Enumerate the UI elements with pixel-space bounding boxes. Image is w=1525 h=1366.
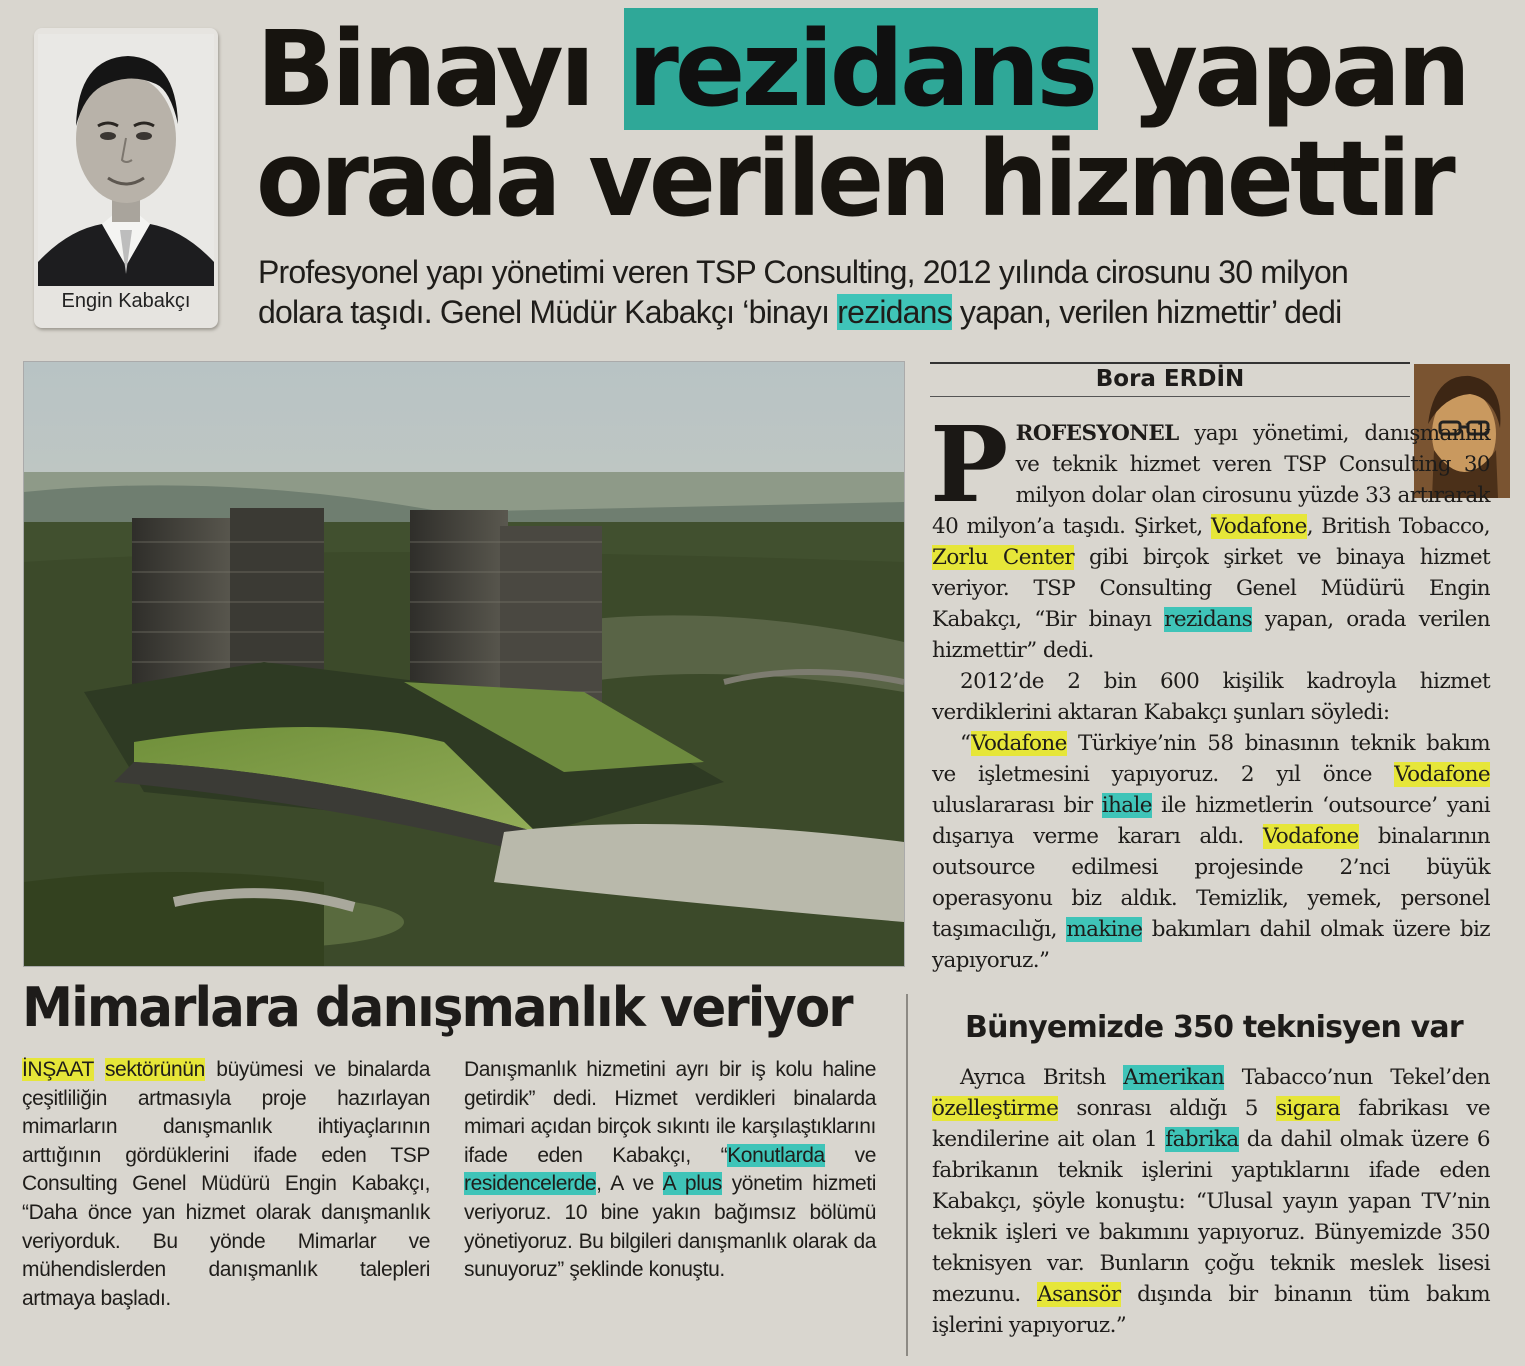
paragraph-text: dışında bir binanın tüm bakım işlerini yapıyoruz.” — [932, 1282, 1490, 1338]
building-rendering-image — [24, 362, 904, 966]
subsection-title: Bünyemizde 350 teknisyen var — [965, 1010, 1463, 1045]
subheadline-line-1: Profesyonel yapı yönetimi veren TSP Consulting, 2012 yılında cirosunu 30 milyon — [258, 254, 1349, 290]
portrait-image — [38, 34, 214, 286]
article-paragraph — [932, 728, 1490, 976]
highlight-term: Asansör — [1037, 1282, 1121, 1307]
highlight-term: residencelerde — [464, 1172, 597, 1196]
subheadline — [258, 252, 1518, 332]
highlight-term: sektörünün — [104, 1058, 205, 1081]
dropcap: P — [930, 403, 1008, 526]
highlight-term: Konutlarda — [727, 1143, 825, 1167]
highlight-term: Zorlu Center — [932, 545, 1074, 570]
headline-word: Binayı — [256, 8, 592, 130]
paragraph-text: Tabacco’nun Tekel’den — [1224, 1065, 1490, 1090]
author-photo — [34, 28, 218, 328]
article-paragraph: 2012’de 2 bin 600 kişilik kadroyla hizmet verdiklerini aktaran Kabakçı şunları söyledi: — [932, 669, 1490, 725]
highlight-term: ihale — [1101, 793, 1152, 818]
paragraph-text: binalarının outsource edilmesi projesinde 2’nci büyük operasyonu biz aldık. Temizlik, yemek, personel taşımacılığı, — [932, 824, 1491, 942]
headline-line-2: orada verilen hizmettir — [256, 118, 1452, 240]
paragraph-text — [94, 1058, 105, 1081]
subheadline-text: dolara taşıdı. Genel Müdür Kabakçı ‘binayı — [258, 294, 838, 330]
highlight-term: rezidans — [1164, 607, 1253, 632]
paragraph-text: ile hizmetlerin ‘outsource’ yani dışarıya verme kararı aldı. — [932, 793, 1490, 849]
highlight-term: fabrika — [1165, 1127, 1239, 1152]
paragraph-text: , British Tobacco, — [1306, 514, 1490, 539]
paragraph-text: Danışmanlık hizmetini ayrı bir iş kolu haline getirdik” dedi. Hizmet verdikleri binalarda mimari açıdan birçok sıkıntı ile karşılaştıklarını ifade eden Kabakçı, “ — [464, 1058, 876, 1167]
lower-column-1 — [22, 1056, 430, 1313]
lower-column-2 — [464, 1056, 876, 1285]
main-article — [930, 403, 1491, 976]
paragraph-text: uluslararası bir — [932, 793, 1102, 818]
highlight-term: Vodafone — [971, 731, 1067, 756]
byline: Bora ERDİN — [1095, 366, 1245, 392]
author-name-caption: Engin Kabakçı — [61, 290, 191, 312]
highlight-term: sigara — [1275, 1096, 1340, 1121]
lead-word: ROFESYONEL — [1015, 421, 1179, 446]
article-paragraph — [932, 1062, 1490, 1341]
highlight-term: Vodafone — [1210, 514, 1307, 539]
highlight-term: İNŞAAT — [22, 1058, 94, 1081]
highlight-term: Vodafone — [1262, 824, 1359, 849]
section-title: Mimarlara danışmanlık veriyor — [22, 976, 852, 1039]
paragraph-text: yapan, orada verilen hizmettir” dedi. — [932, 607, 1490, 663]
highlight-term: Amerikan — [1123, 1065, 1225, 1090]
paragraph-text: da dahil olmak üzere 6 fabrikanın teknik işlerini yaptıklarını ifade eden Kabakçı, şöyle konuştu: “Ulusal yayın yapan TV’nin teknik işleri ve bakımını yapıyoruz. Bünyemizde 350 teknisyen var. Bunların çoğu teknik meslek lisesi mezunu. — [932, 1127, 1490, 1307]
subheadline-highlight: rezidans — [837, 294, 952, 330]
highlight-term: Vodafone — [1394, 762, 1490, 787]
headline-word: yapan — [1130, 8, 1468, 130]
paragraph-text: yönetim hizmeti veriyoruz. 10 bine yakın bağımsız bölümü yönetiyoruz. Bu bilgileri danışmanlık olarak da sunuyoruz” şeklinde konuştu. — [464, 1172, 876, 1282]
paragraph-text: “ — [960, 731, 971, 756]
paragraph-text: Ayrıca Britsh — [960, 1065, 1124, 1090]
paragraph-text: bakımları dahil olmak üzere biz yapıyoruz.” — [932, 917, 1490, 973]
highlight-term: makine — [1066, 917, 1143, 942]
paragraph-text: gibi birçok şirket ve binaya hizmet veriyor. TSP Consulting Genel Müdürü Engin Kabakçı, “Bir binayı — [932, 545, 1490, 632]
paragraph-text: , A ve — [596, 1172, 663, 1196]
column-divider — [906, 994, 908, 1356]
paragraph-text: sonrası aldığı 5 — [1058, 1096, 1276, 1121]
subheadline-text: yapan, verilen hizmettir’ dedi — [951, 294, 1342, 330]
paragraph-text: Türkiye’nin 58 binasının teknik bakım ve işletmesini yapıyoruz. 2 yıl önce — [932, 731, 1490, 787]
paragraph-text: yapı yönetimi, danışmanlık ve teknik hizmet veren TSP Consulting 30 milyon dolar olan cirosunu yüzde 33 artırarak 40 milyon’a taşıdı. Şirket, — [932, 421, 1490, 539]
paragraph-text: büyümesi ve binalarda çeşitliliğin artmasıyla proje hazırlayan mimarların danışmanlık ihtiyaçlarının arttığının gördüklerini ifade eden TSP Consulting Genel Müdürü Engin Kabakçı, “Daha önce yan hizmet olarak danışmanlık veriyorduk. Bu yönde Mimarlar ve mühendislerden danışmanlık talepleri artmaya başladı. — [22, 1058, 430, 1310]
article-paragraph — [930, 403, 1490, 666]
paragraph-text: ve — [824, 1143, 876, 1167]
highlight-term: A plus — [662, 1172, 722, 1196]
building-rendering-photo — [24, 362, 904, 966]
headline-highlight: rezidans — [624, 8, 1099, 130]
highlight-term: özelleştirme — [932, 1096, 1059, 1121]
subsection-article — [932, 1062, 1490, 1341]
headline — [256, 8, 1518, 240]
paragraph-text: fabrikası ve kendilerine ait olan 1 — [932, 1096, 1490, 1152]
